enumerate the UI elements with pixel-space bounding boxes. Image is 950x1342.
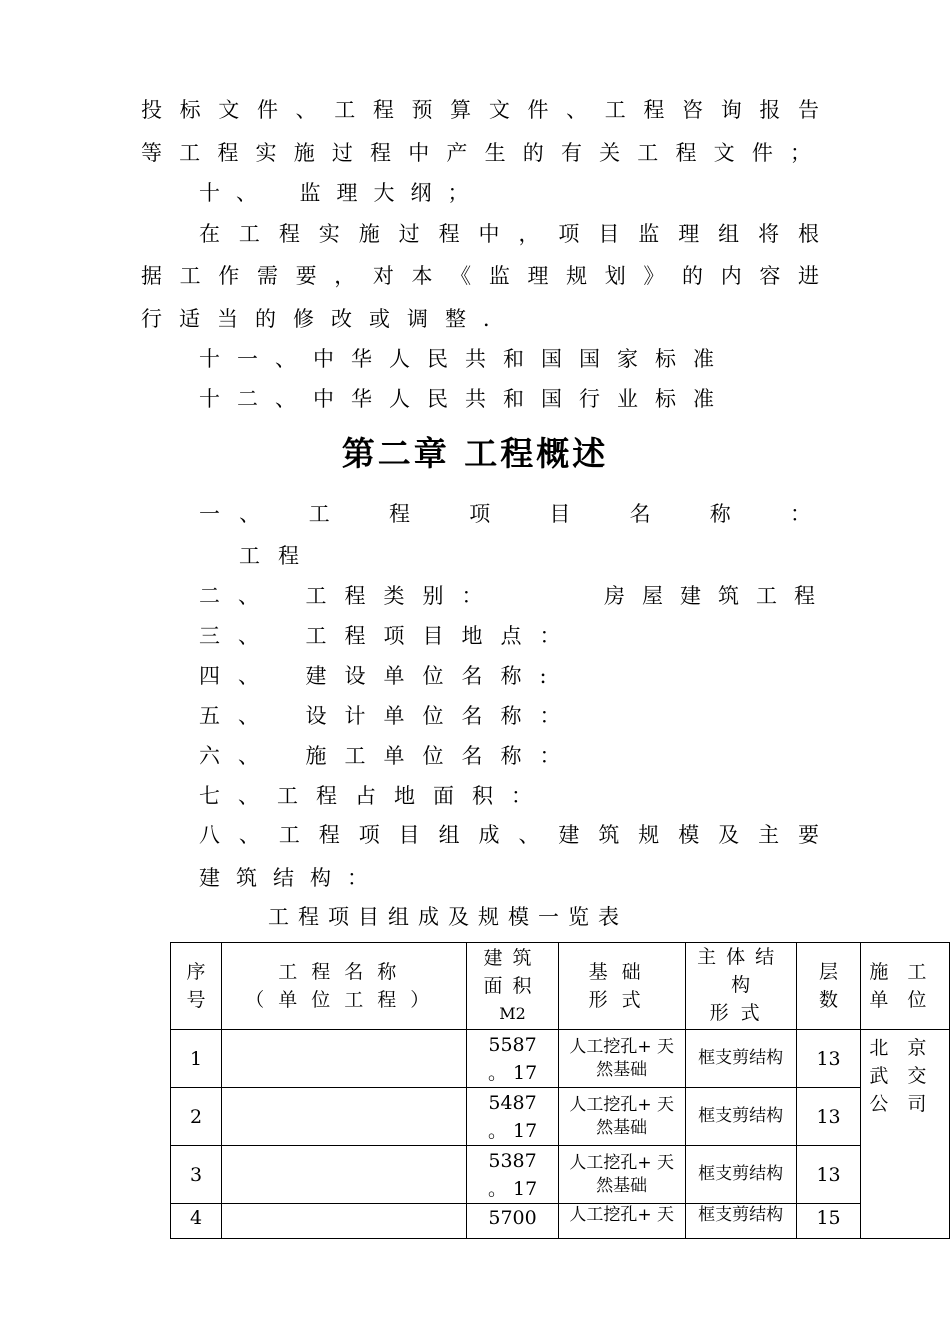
table-row (171, 1204, 950, 1239)
cell-no: 1 (171, 1030, 222, 1088)
header-no (171, 943, 222, 1030)
item-1-value: 工程 (239, 544, 317, 568)
cell-floors: 13 (796, 1088, 861, 1146)
cell-name (222, 1146, 467, 1204)
cell-structure: 框支剪结构 (685, 1146, 796, 1204)
header-builder (861, 943, 950, 1030)
item-4: 四、 建设单位名称: (199, 664, 565, 688)
header-foundation-line: 形式 (588, 989, 655, 1011)
header-area (467, 943, 559, 1030)
cell-foundation-line: 人工挖孔+ 天 (569, 1036, 674, 1057)
header-structure-line: 构 (731, 974, 751, 996)
project-table (170, 942, 950, 1239)
header-floors-line: 层 (819, 961, 839, 983)
body-line-3: 十、 监理大纲； (199, 181, 485, 205)
cell-name (222, 1204, 467, 1239)
cell-no: 4 (171, 1204, 222, 1239)
item-2-label: 二、 工程类别： (199, 584, 501, 608)
cell-area-line: 。 17 (487, 1061, 538, 1084)
body-line-2: 等工程实施过程中产生的有关工程文件； (141, 141, 811, 165)
header-name (222, 943, 467, 1030)
cell-floors: 13 (796, 1146, 861, 1204)
cell-area (467, 1146, 559, 1204)
cell-builder (861, 1030, 950, 1239)
item-8-line-2: 建筑结构： (199, 866, 384, 890)
table-header-row (171, 943, 950, 1030)
item-2-value: 房屋建筑工程 (604, 584, 832, 608)
header-floors (796, 943, 861, 1030)
cell-area-line: 5587 (488, 1033, 537, 1056)
body-line-6: 行适当的修改或调整． (141, 307, 521, 331)
item-5: 五、 设计单位名称： (199, 704, 579, 728)
cell-area-line: 5700 (488, 1207, 537, 1229)
body-line-8: 十二、中华人民共和国行业标准 (199, 387, 731, 411)
table-row (171, 1088, 950, 1146)
header-builder-line: 单 位 (869, 989, 927, 1011)
cell-name (222, 1088, 467, 1146)
header-no-line: 序 (186, 961, 206, 983)
cell-floors: 15 (796, 1204, 861, 1239)
cell-foundation (558, 1088, 685, 1146)
cell-structure: 框支剪结构 (685, 1088, 796, 1146)
cell-foundation-line: 人工挖孔+ 天 (569, 1094, 674, 1115)
cell-area-line: 5487 (488, 1091, 537, 1114)
cell-builder-line: 武 交 (869, 1065, 927, 1087)
cell-structure: 框支剪结构 (685, 1030, 796, 1088)
header-name-line: 工程名称 (278, 961, 411, 983)
chapter-title: 第二章 工程概述 (341, 434, 609, 473)
header-foundation (558, 943, 685, 1030)
cell-builder-line: 公 司 (869, 1093, 927, 1115)
header-foundation-line: 基础 (588, 961, 655, 983)
item-3: 三、 工程项目地点： (199, 624, 579, 648)
cell-area (467, 1204, 559, 1239)
cell-foundation (558, 1146, 685, 1204)
cell-foundation-line: 然基础 (596, 1059, 648, 1080)
cell-area (467, 1088, 559, 1146)
cell-foundation (558, 1204, 685, 1239)
header-structure-line: 主体结 (697, 946, 785, 968)
cell-foundation-line: 然基础 (596, 1175, 648, 1196)
header-structure-line: 形式 (709, 1002, 772, 1024)
header-builder-line: 施 工 (869, 961, 927, 983)
cell-foundation-line: 然基础 (596, 1117, 648, 1138)
body-line-5: 据工作需要，对本《监理规划》的内容进 (141, 264, 819, 288)
header-structure (685, 943, 796, 1030)
table-row (171, 1030, 950, 1088)
cell-foundation-line: 人工挖孔+ 天 (569, 1152, 674, 1173)
cell-foundation (558, 1030, 685, 1088)
header-name-line: （单位工程） (245, 989, 444, 1011)
table-row (171, 1146, 950, 1204)
cell-area-line: 。 17 (487, 1119, 538, 1142)
item-1-label: 一、 工 程 项 目 名 称 ： (199, 502, 811, 526)
header-floors-line: 数 (819, 989, 839, 1011)
item-8-line-1: 八、工程项目组成、建筑规模及主要 (199, 823, 819, 847)
table-caption: 工程项目组成及规模一览表 (268, 905, 628, 929)
header-no-line: 号 (186, 989, 206, 1011)
cell-no: 3 (171, 1146, 222, 1204)
cell-no: 2 (171, 1088, 222, 1146)
cell-name (222, 1030, 467, 1088)
header-area-line: 建筑 (483, 947, 542, 969)
cell-structure: 框支剪结构 (685, 1204, 796, 1239)
item-6: 六、 施工单位名称： (199, 744, 579, 768)
header-area-line: M2 (499, 1004, 526, 1023)
cell-foundation-line: 人工挖孔+ 天 (569, 1205, 674, 1225)
cell-area-line: 。 17 (487, 1177, 538, 1200)
cell-builder-line: 北 京 (869, 1037, 927, 1059)
body-line-7: 十一、中华人民共和国国家标准 (199, 347, 731, 371)
body-line-1: 投标文件、工程预算文件、工程咨询报告 (141, 98, 819, 122)
cell-floors: 13 (796, 1030, 861, 1088)
body-line-4: 在工程实施过程中，项目监理组将根 (199, 222, 819, 246)
header-area-line: 面积 (483, 975, 542, 997)
cell-area (467, 1030, 559, 1088)
item-7: 七、工程占地面积： (199, 784, 550, 808)
cell-area-line: 5387 (488, 1149, 537, 1172)
